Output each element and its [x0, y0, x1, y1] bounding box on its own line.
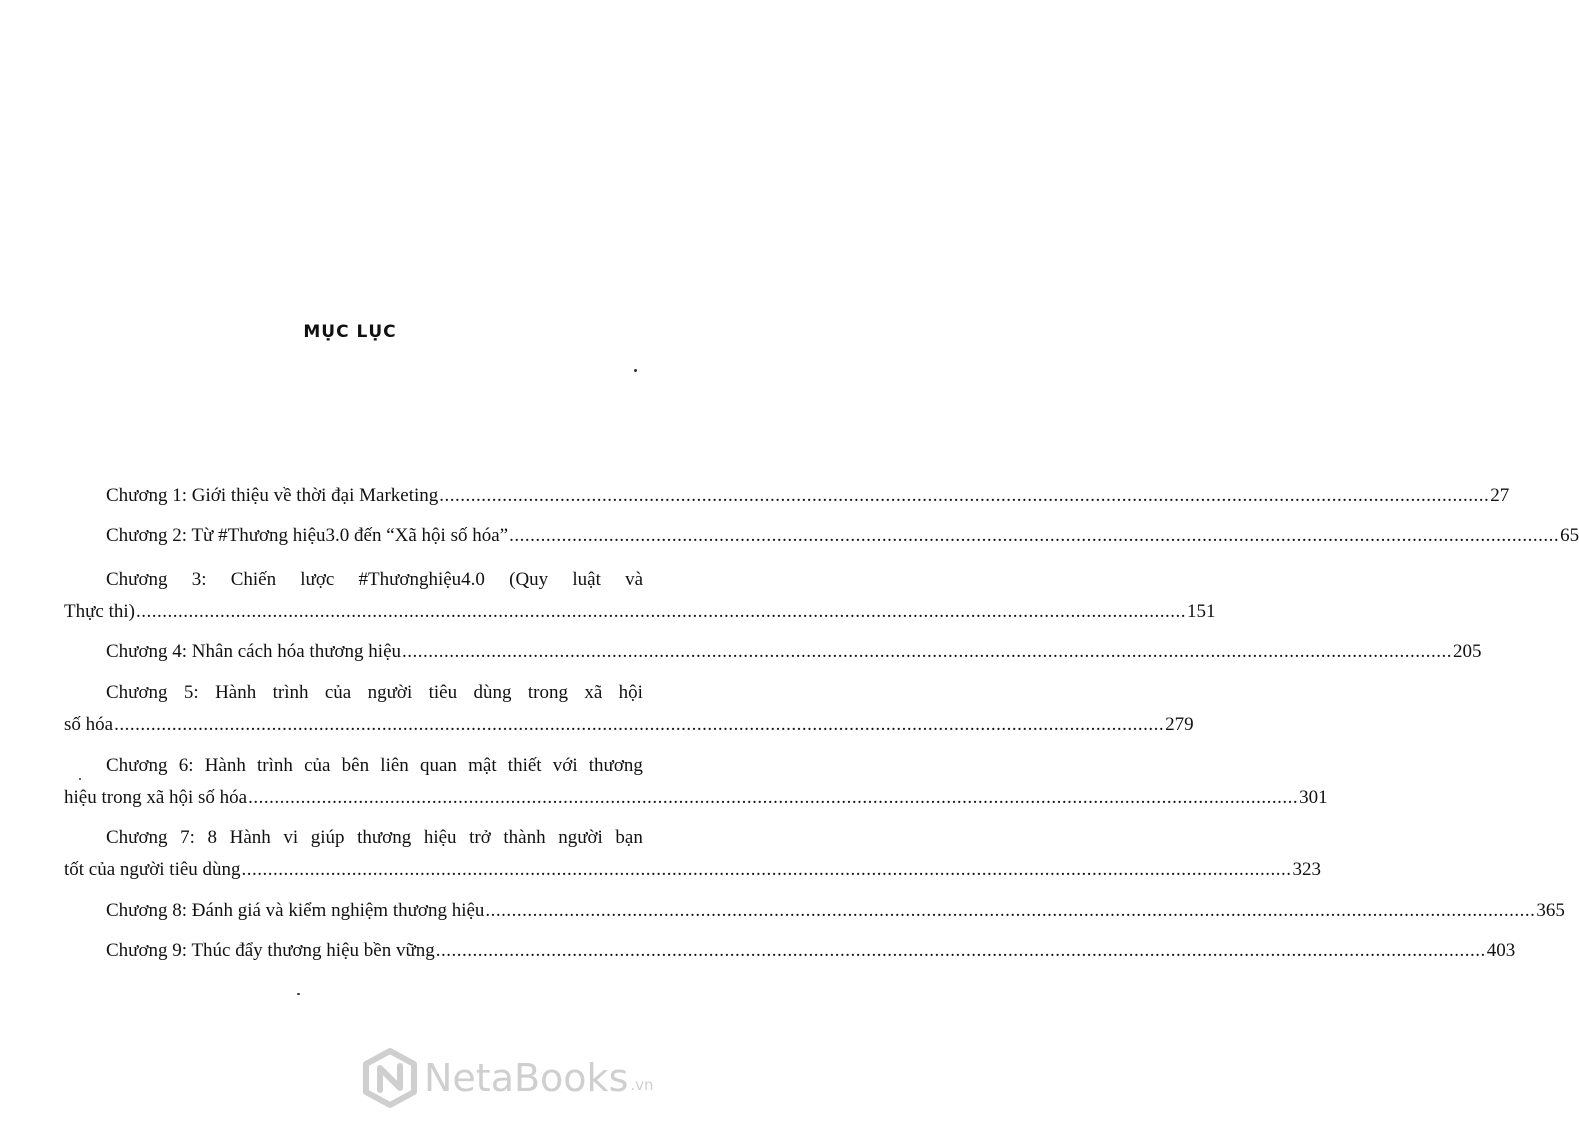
print-speck	[634, 369, 637, 372]
print-speck	[297, 993, 300, 995]
netabooks-logo-icon	[362, 1048, 418, 1108]
toc-entry-9	[106, 935, 1516, 967]
toc-entry-4	[106, 636, 1482, 668]
toc-page-number: 365	[1536, 900, 1565, 921]
toc-page-number: 279	[1165, 714, 1194, 735]
dot-leader: ........................................................................................................................................................................................................	[439, 485, 1490, 506]
toc-entry-label-continued: số hóa	[64, 714, 114, 735]
toc-entry-5	[64, 677, 1194, 741]
toc-entry-label: Chương 2: Từ #Thương hiệu3.0 đến “Xã hội số hóa”	[106, 525, 509, 546]
toc-entry-2	[106, 520, 1579, 552]
dot-leader: ........................................................................................................................................................................................................	[435, 940, 1486, 961]
toc-page-number: 403	[1486, 940, 1516, 961]
toc-page-number: 151	[1186, 601, 1216, 622]
toc-page-number: 323	[1292, 859, 1322, 880]
toc-page-number: 205	[1453, 641, 1482, 662]
dot-leader: ........................................................................................................................................................................................................	[485, 900, 1536, 921]
toc-entry-label: Chương 4: Nhân cách hóa thương hiệu	[106, 641, 402, 662]
toc-entry-first-line: Chương 7: 8 Hành vi giúp thương hiệu trở thành người bạn	[106, 827, 643, 848]
toc-entry-8	[106, 895, 1565, 927]
toc-entry-label: Chương 9: Thúc đẩy thương hiệu bền vững	[106, 940, 435, 961]
toc-page-number: 301	[1299, 787, 1328, 808]
toc-entry-7	[64, 822, 1322, 886]
page-title: MỤC LỤC	[303, 322, 397, 342]
dot-leader: ........................................................................................................................................................................................................	[114, 714, 1165, 735]
toc-entry-label: Chương 1: Giới thiệu về thời đại Marketing	[106, 485, 439, 506]
toc-entry-first-line: Chương 3: Chiến lược #Thươnghiệu4.0 (Quy luật và	[106, 569, 643, 590]
toc-page-number: 27	[1490, 485, 1510, 506]
toc-entry-3	[64, 564, 1216, 628]
print-speck	[79, 778, 81, 780]
dot-leader: ........................................................................................................................................................................................................	[402, 641, 1453, 662]
dot-leader: ........................................................................................................................................................................................................	[248, 787, 1299, 808]
toc-entry-label-continued: hiệu trong xã hội số hóa	[64, 787, 248, 808]
toc-page-number: 65	[1560, 525, 1579, 546]
dot-leader: ........................................................................................................................................................................................................	[509, 525, 1560, 546]
toc-entry-first-line: Chương 5: Hành trình của người tiêu dùng trong xã hội	[106, 682, 643, 703]
toc-entry-first-line: Chương 6: Hành trình của bên liên quan mật thiết với thương	[106, 755, 643, 776]
dot-leader: ........................................................................................................................................................................................................	[241, 859, 1292, 880]
watermark	[362, 1046, 698, 1110]
toc-entry-label-continued: tốt của người tiêu dùng	[64, 859, 241, 880]
toc-entry-label-continued: Thực thi)	[64, 601, 135, 622]
dot-leader: ........................................................................................................................................................................................................	[135, 601, 1186, 622]
toc-entry-6	[64, 750, 1328, 814]
watermark-tld: .vn	[630, 1076, 654, 1094]
toc-entry-1	[106, 480, 1510, 512]
watermark-brand: NetaBooks	[424, 1056, 629, 1100]
toc-entry-label: Chương 8: Đánh giá và kiểm nghiệm thương hiệu	[106, 900, 485, 921]
